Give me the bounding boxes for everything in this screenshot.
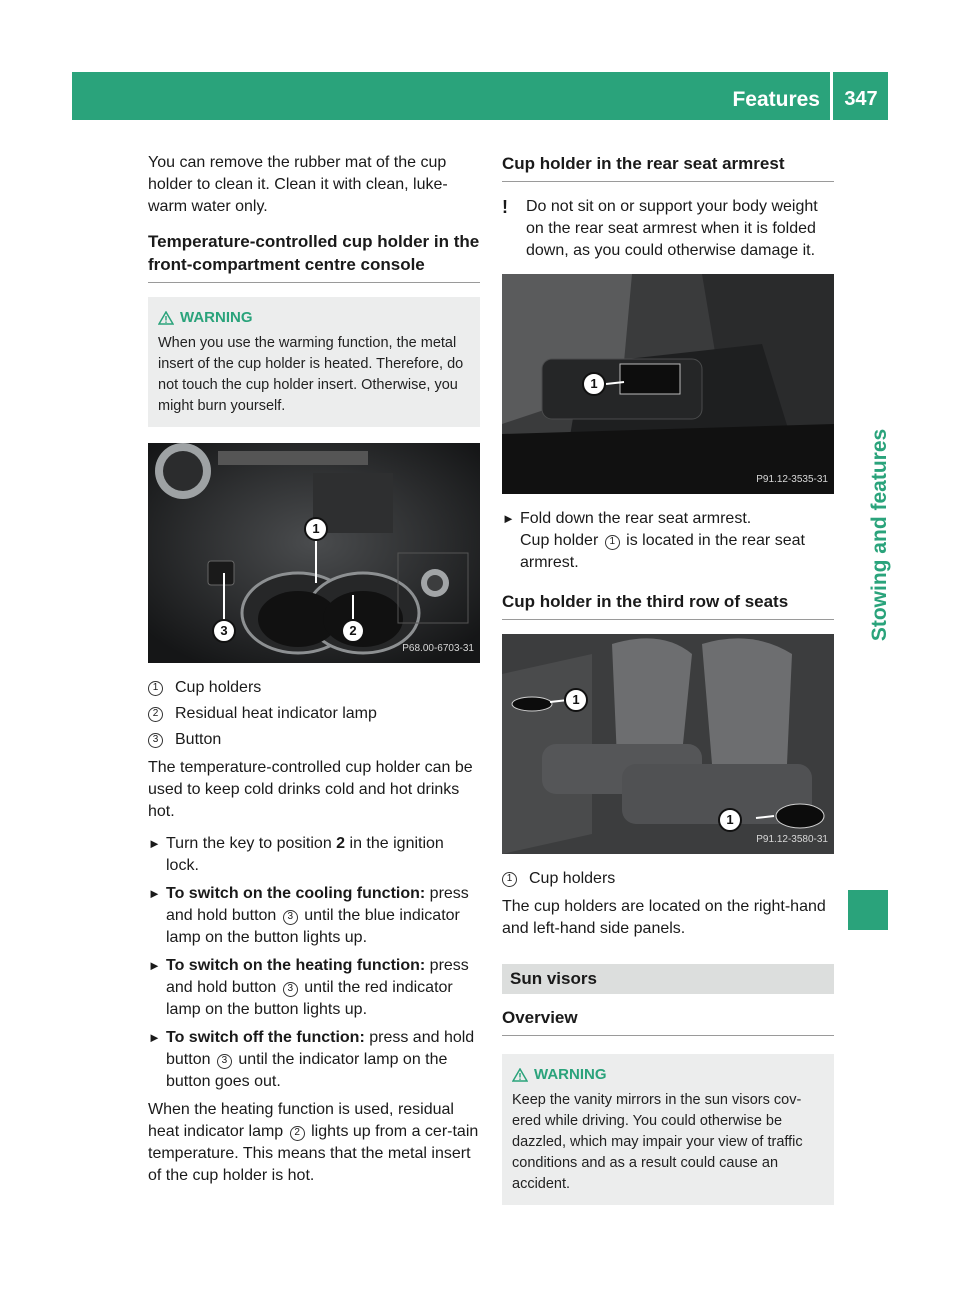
page-number: 347 [844,88,878,110]
warning-label: WARNING [180,309,253,326]
legend-number: 2 [148,707,163,722]
step-arrow-icon: ► [148,836,161,851]
warning-header [512,1064,826,1086]
callout-3: 3 [212,619,236,643]
step-text-part: until the indicator lamp on the button goes out. [166,1051,448,1090]
step-arrow-icon: ► [502,511,515,526]
legend-number: 3 [148,733,163,748]
legend-text: Button [175,731,222,748]
intro-paragraph: You can remove the rubber mat of the cup holder to clean it. Clean it with clean, luke-warm water only. [148,154,448,215]
callout-1: 1 [564,688,588,712]
center-console-illustration [148,443,480,663]
warning-text: Keep the vanity mirrors in the sun visors cov-ered while driving. You could otherwise be dazzled, which may impair your view of traffic conditions and as a result could cause an accident. [512,1092,803,1192]
step [148,883,480,949]
heading-rule [502,1035,834,1036]
warning-box [148,297,480,427]
third-row-photo [502,634,834,854]
side-tab-label: Stowing and features [868,428,891,642]
paragraph [148,1099,480,1187]
legend [148,677,480,751]
paragraph: The temperature-controlled cup holder can be used to keep cold drinks cold and hot drinks hot. [148,759,473,820]
callout-1: 1 [718,808,742,832]
section-heading-third-row: Cup holder in the third row of seats [502,592,789,611]
step-text [166,883,480,949]
heading-rule [502,181,834,182]
step [502,508,834,574]
section-heading-rear-armrest: Cup holder in the rear seat armrest [502,154,785,173]
step [148,833,480,877]
warning-text: When you use the warming function, the metal insert of the cup holder is heated. Therefore, do not touch the cup holder insert. Otherwise, you might burn yourself. [158,335,464,414]
legend-text: Residual heat indicator lamp [175,705,377,722]
step-arrow-icon: ► [148,958,161,973]
paragraph: The cup holders are located on the right-hand and left-hand side panels. [502,898,826,937]
step-text-part: Cup holder [520,532,603,549]
step-text [166,1027,480,1093]
step [148,1027,480,1093]
step-text [166,955,480,1021]
step-text-part: Turn the key to position [166,835,337,852]
step-bold: To switch off the function: [166,1029,365,1046]
section-heading-temp-cup-holder: Temperature-controlled cup holder in the front-compartment centre console [148,232,480,274]
legend-item [502,868,834,890]
step [148,955,480,1021]
warning-box [502,1054,834,1205]
step-text-part: until the red indicator lamp on the button lights up. [166,979,453,1018]
legend-number: 1 [502,872,517,887]
legend-item [148,729,480,751]
side-tab [860,270,900,800]
figure-code: P91.12-3535-31 [756,474,828,485]
step-text-part: press and hold button [166,957,469,996]
figure-code: P91.12-3580-31 [756,834,828,845]
section-banner-sun-visors: Sun visors [502,964,834,994]
step-text-part: press and hold button [166,885,469,924]
side-tab-block [848,890,888,930]
inline-number: 3 [283,910,298,925]
heading-rule [502,619,834,620]
warning-triangle-icon [512,1068,528,1082]
cup-holder-photo [148,443,480,663]
callout-1: 1 [304,517,328,541]
callout-1: 1 [582,372,606,396]
inline-number: 3 [217,1054,232,1069]
third-row-seats-illustration [502,634,834,854]
left-column [148,152,480,1197]
step-text-part: Fold down the rear seat armrest. [520,510,752,527]
notice-text: Do not sit on or support your body weight on the rear seat armrest when it is folded down, as you could otherwise damage it. [526,198,818,259]
step-text-part: until the blue indicator lamp on the button lights up. [166,907,460,946]
step-bold: 2 [336,835,346,852]
notice [502,196,834,262]
warning-triangle-icon [158,311,174,325]
step-text-part: in the ignition lock. [166,835,444,874]
inline-number: 1 [605,535,620,550]
page-header-title: Features [732,88,820,111]
step-text-part: press and hold button [166,1029,475,1068]
header-separator [830,72,833,120]
exclamation-icon: ! [502,197,508,217]
step-arrow-icon: ► [148,886,161,901]
rear-armrest-photo [502,274,834,494]
paragraph-part: When the heating function is used, residual heat indicator lamp [148,1101,454,1140]
right-column [502,152,834,1221]
paragraph-part: lights up from a cer-tain temperature. This means that the metal insert of the cup holder is hot. [148,1123,479,1184]
legend-text: Cup holders [529,870,616,887]
step-arrow-icon: ► [148,1030,161,1045]
inline-number: 2 [290,1126,305,1141]
step-bold: To switch on the cooling function: [166,885,426,902]
step-text-part: is located in the rear seat armrest. [520,532,805,571]
legend-item [148,703,480,725]
step-bold: To switch on the heating function: [166,957,426,974]
warning-header [158,307,472,329]
legend-item [148,677,480,699]
heading-rule [148,282,480,283]
step-text [520,508,834,574]
rear-armrest-illustration [502,274,834,494]
step-text [166,833,480,877]
inline-number: 3 [283,982,298,997]
warning-label: WARNING [534,1066,607,1083]
legend-text: Cup holders [175,679,262,696]
callout-2: 2 [341,619,365,643]
section-heading-overview: Overview [502,1008,578,1027]
figure-code: P68.00-6703-31 [402,643,474,654]
legend-number: 1 [148,681,163,696]
